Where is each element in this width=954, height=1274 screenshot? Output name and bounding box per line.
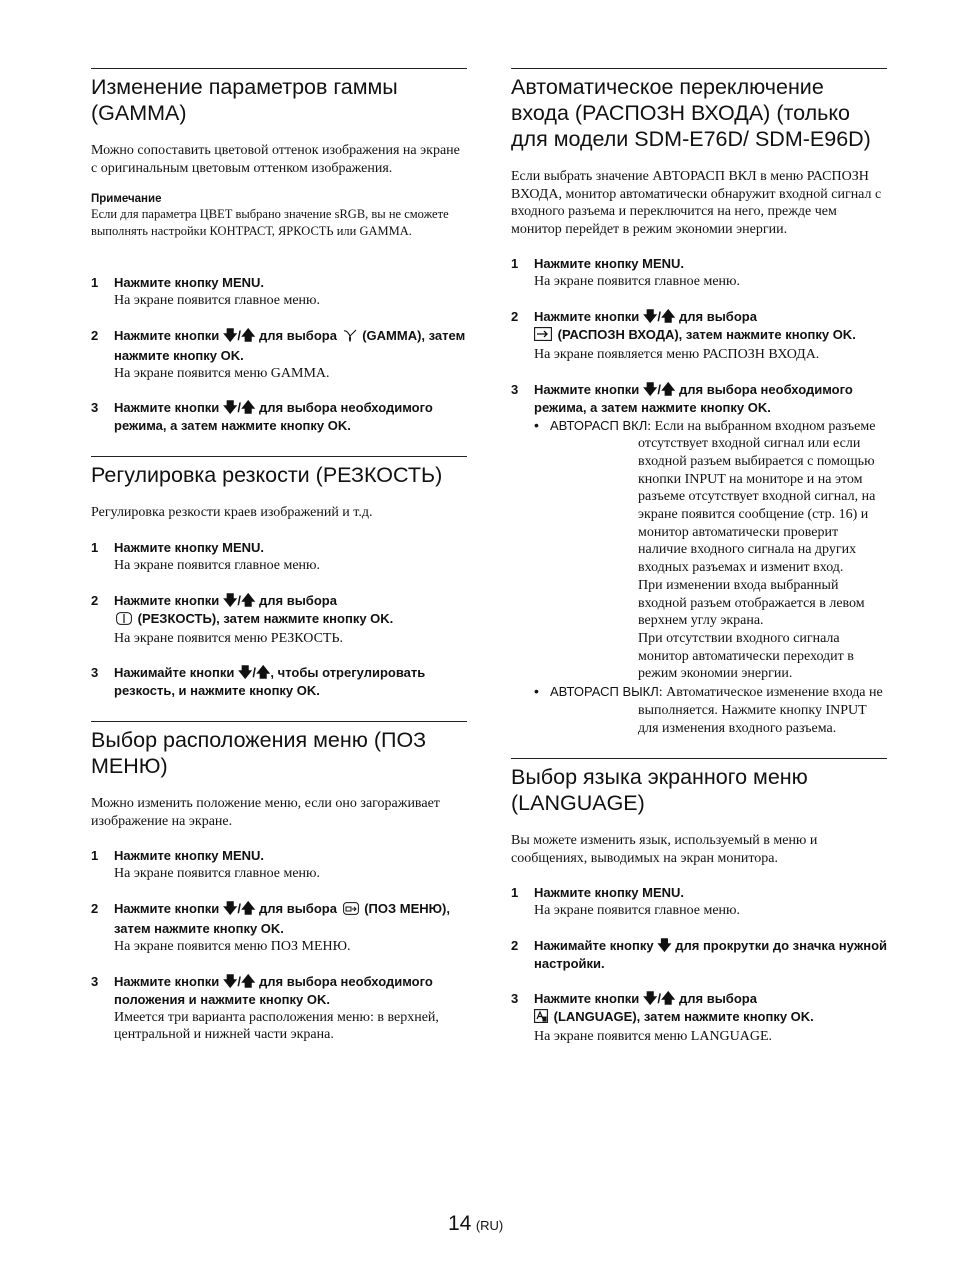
gamma-intro: Можно сопоставить цветовой оттенок изображения на экране с оригинальным цветовым оттенком изображения. [91,143,460,176]
page-number [448,1212,503,1236]
step-instruction [114,592,467,630]
slash: / [237,400,241,416]
instruction-text: (GAMMA), затем нажмите кнопку OK. [114,327,466,363]
instruction-text: , чтобы отрегулировать резкость, и нажмите кнопку OK. [114,665,426,699]
menu-position-step-1 [91,847,467,883]
down-arrow-icon: 🡇 [657,937,672,953]
step-number: 1 [511,256,519,272]
instruction-text: для выбора [259,592,337,608]
up-arrow-icon: 🡅 [240,326,256,343]
autoinput-step-1 [511,255,887,291]
up-arrow-icon: 🡅 [240,972,256,989]
slash: / [657,381,661,397]
right-column [511,68,887,1046]
step-instruction [114,399,467,435]
slash: / [657,308,661,324]
sharpness-step-1 [91,539,467,575]
step-instruction [114,327,467,365]
step-result: На экране появится главное меню. [114,866,321,882]
autoinput-section [511,68,887,737]
step-number: 2 [91,592,99,608]
up-arrow-icon: 🡅 [256,664,271,681]
step-result: На экране появится меню GAMMA. [114,365,330,381]
step-number: 3 [511,991,519,1006]
autoinput-step-2 [511,308,887,364]
sharpness-step-3 [91,664,467,700]
gamma-step-1 [91,274,467,310]
sharpness-heading: Регулировка резкости (РЕЗКОСТЬ) [91,463,443,488]
instruction-text: для выбора необходимого режима, а затем нажмите кнопку OK. [114,400,433,434]
instruction-text: Нажмите кнопки [534,991,640,1006]
step-result: На экране появится главное меню. [114,293,321,309]
instruction-text: Нажмите кнопки [114,592,220,608]
step-result: На экране появится главное меню. [114,557,321,573]
instruction-text: для выбора [259,900,337,916]
instruction-text: для выбора необходимого положения и нажмите кнопку OK. [114,973,433,1007]
up-arrow-icon: 🡅 [660,307,676,324]
page-number-value: 14 [448,1212,472,1235]
sharpness-section [91,456,467,700]
bullet-continuation: При отсутствии входного сигнала монитор автоматически переходит в режим экономии энергии. [638,631,854,682]
step-result: На экране появится меню ПОЗ МЕНЮ. [114,938,351,954]
slash: / [237,900,241,916]
instruction-text: (РЕЗКОСТЬ), затем нажмите кнопку OK. [137,610,394,626]
sharpness-step-2 [91,592,467,648]
down-arrow-icon: 🡇 [222,399,238,416]
bullet-dot: • [534,683,539,700]
language-heading: Выбор языка экранного меню (LANGUAGE) [511,765,808,816]
down-arrow-icon: 🡇 [237,664,253,681]
bullet-label: АВТОРАСП ВКЛ [550,417,648,433]
down-arrow-icon: 🡇 [222,326,238,343]
up-arrow-icon: 🡅 [660,380,676,397]
autoinput-heading: Автоматическое переключение входа (РАСПОЗН ВХОДА) (только для модели SDM-E76D/ SDM-E96D) [511,75,871,151]
step-instruction: Нажмите кнопку MENU. [114,539,265,555]
language-icon [534,1009,548,1028]
step-number: 1 [91,539,99,555]
instruction-text: Нажмите кнопки [114,327,220,343]
step-result: Имеется три варианта расположения меню: в верхней, центральной и нижней части экрана. [114,1009,439,1043]
up-arrow-icon: 🡅 [240,899,256,916]
step-result: На экране появится главное меню. [534,274,741,290]
step-result: На экране появится меню РЕЗКОСТЬ. [114,630,344,646]
language-step-2 [511,937,887,973]
step-number: 3 [91,973,99,989]
step-number: 2 [91,900,99,916]
language-intro: Вы можете изменить язык, используемый в меню и сообщениях, выводимых на экран монитора. [511,833,818,866]
down-arrow-icon: 🡇 [222,899,238,916]
slash: / [252,665,257,681]
up-arrow-icon: 🡅 [660,990,676,1006]
step-instruction [114,664,467,700]
input-sensing-icon [534,327,552,346]
step-instruction [534,308,887,346]
step-number: 3 [511,381,519,397]
menu-position-section [91,721,467,1044]
menu-position-step-2 [91,900,467,956]
instruction-text: Нажмите кнопки [534,308,640,324]
step-instruction [114,973,467,1009]
slash: / [237,973,241,989]
slash: / [237,327,241,343]
language-step-1 [511,884,887,920]
menu-position-icon [343,902,359,920]
bullet-dot: • [534,416,539,433]
page-language-code: (RU) [475,1218,504,1233]
gamma-icon [343,328,357,347]
step-instruction: Нажмите кнопку MENU. [534,885,685,901]
down-arrow-icon: 🡇 [222,591,238,608]
step-number: 2 [511,938,519,953]
down-arrow-icon: 🡇 [642,990,658,1006]
sharpness-intro: Регулировка резкости краев изображений и т.д. [91,505,373,521]
step-number: 2 [91,327,99,343]
slash: / [237,592,241,608]
menu-position-intro: Можно изменить положение меню, если оно загораживает изображение на экране. [91,796,440,829]
autoinput-step-3 [511,381,887,738]
step-instruction [534,937,887,973]
autoinput-intro: Если выбрать значение АВТОРАСП ВКЛ в меню РАСПОЗН ВХОДА, монитор автоматически обнаружит входной сигнал с входного разъема и переключится на него, прежде чем монитор перейдет в режим экономии энергии. [511,169,882,237]
bullet-text: : Автоматическое изменение входа не выполняется. Нажмите кнопку INPUT для изменения входного разъема. [638,685,883,736]
step-number: 3 [91,400,99,416]
instruction-text: Нажимайте кнопки [114,665,235,681]
down-arrow-icon: 🡇 [642,307,658,324]
menu-position-step-3 [91,973,467,1044]
down-arrow-icon: 🡇 [642,380,658,397]
bullet-auto-off [534,683,887,737]
step-number: 1 [91,848,99,864]
instruction-text: Нажмите кнопки [534,381,640,397]
up-arrow-icon: 🡅 [240,591,256,608]
bullet-text: : Если на выбранном входном разъеме отсутствует входной сигнал или если входной разъем выбирается с помощью кнопки INPUT на мониторе и на этом разъеме отсутствует входной сигнал, на экране появится сообщение (стр. 16) и монитор автоматически проверит наличие входного сигнала на других входных разъемах и изменит вход. [638,418,876,576]
gamma-heading: Изменение параметров гаммы (GAMMA) [91,75,398,125]
step-instruction [534,381,887,417]
sharpness-icon [116,612,132,630]
step-result: На экране появляется меню РАСПОЗН ВХОДА. [534,346,820,362]
slash: / [657,991,661,1006]
instruction-text: Нажимайте кнопку [534,938,654,953]
step-instruction [114,900,467,938]
instruction-text: для выбора [679,991,757,1006]
instruction-text: Нажмите кнопки [114,900,220,916]
instruction-text: для выбора [259,327,337,343]
step-number: 1 [91,275,99,291]
step-result: На экране появится меню LANGUAGE. [534,1029,773,1044]
instruction-text: (LANGUAGE), затем нажмите кнопку OK. [553,1009,814,1024]
instruction-text: (РАСПОЗН ВХОДА), затем нажмите кнопку OK. [557,326,856,342]
language-section [511,758,887,1045]
gamma-step-2 [91,327,467,383]
step-number: 2 [511,308,519,324]
gamma-note-text: Если для параметра ЦВЕТ выбрано значение sRGB, вы не сможете выполнять настройки КОНТРАСТ, ЯРКОСТЬ или GAMMA. [91,207,449,239]
instruction-text: для прокрутки до значка нужной настройки. [534,938,887,971]
down-arrow-icon: 🡇 [222,972,238,989]
instruction-text: для выбора [679,308,757,324]
menu-position-heading: Выбор расположения меню (ПОЗ МЕНЮ) [91,728,427,779]
bullet-auto-on [534,417,887,684]
bullet-label: АВТОРАСП ВЫКЛ [550,684,659,700]
instruction-text: Нажмите кнопки [114,973,220,989]
step-instruction: Нажмите кнопку MENU. [114,848,265,864]
instruction-text: (ПОЗ МЕНЮ), затем нажмите кнопку OK. [114,900,450,936]
bullet-continuation: При изменении входа выбранный входной разъем отображается в левом верхнем углу экрана. [638,577,865,629]
step-number: 3 [91,665,99,681]
gamma-step-3 [91,399,467,435]
gamma-section [91,68,467,435]
gamma-note-heading: Примечание [91,193,162,206]
language-step-3 [511,990,887,1046]
step-result: На экране появится главное меню. [534,903,741,919]
step-number: 1 [511,885,519,901]
up-arrow-icon: 🡅 [240,399,256,416]
left-column [91,68,467,1044]
instruction-text: Нажмите кнопки [114,400,220,416]
step-instruction [534,990,887,1028]
step-instruction: Нажмите кнопку MENU. [114,275,265,291]
instruction-text: для выбора необходимого режима, а затем нажмите кнопку OK. [534,381,853,415]
step-instruction: Нажмите кнопку MENU. [534,256,685,272]
